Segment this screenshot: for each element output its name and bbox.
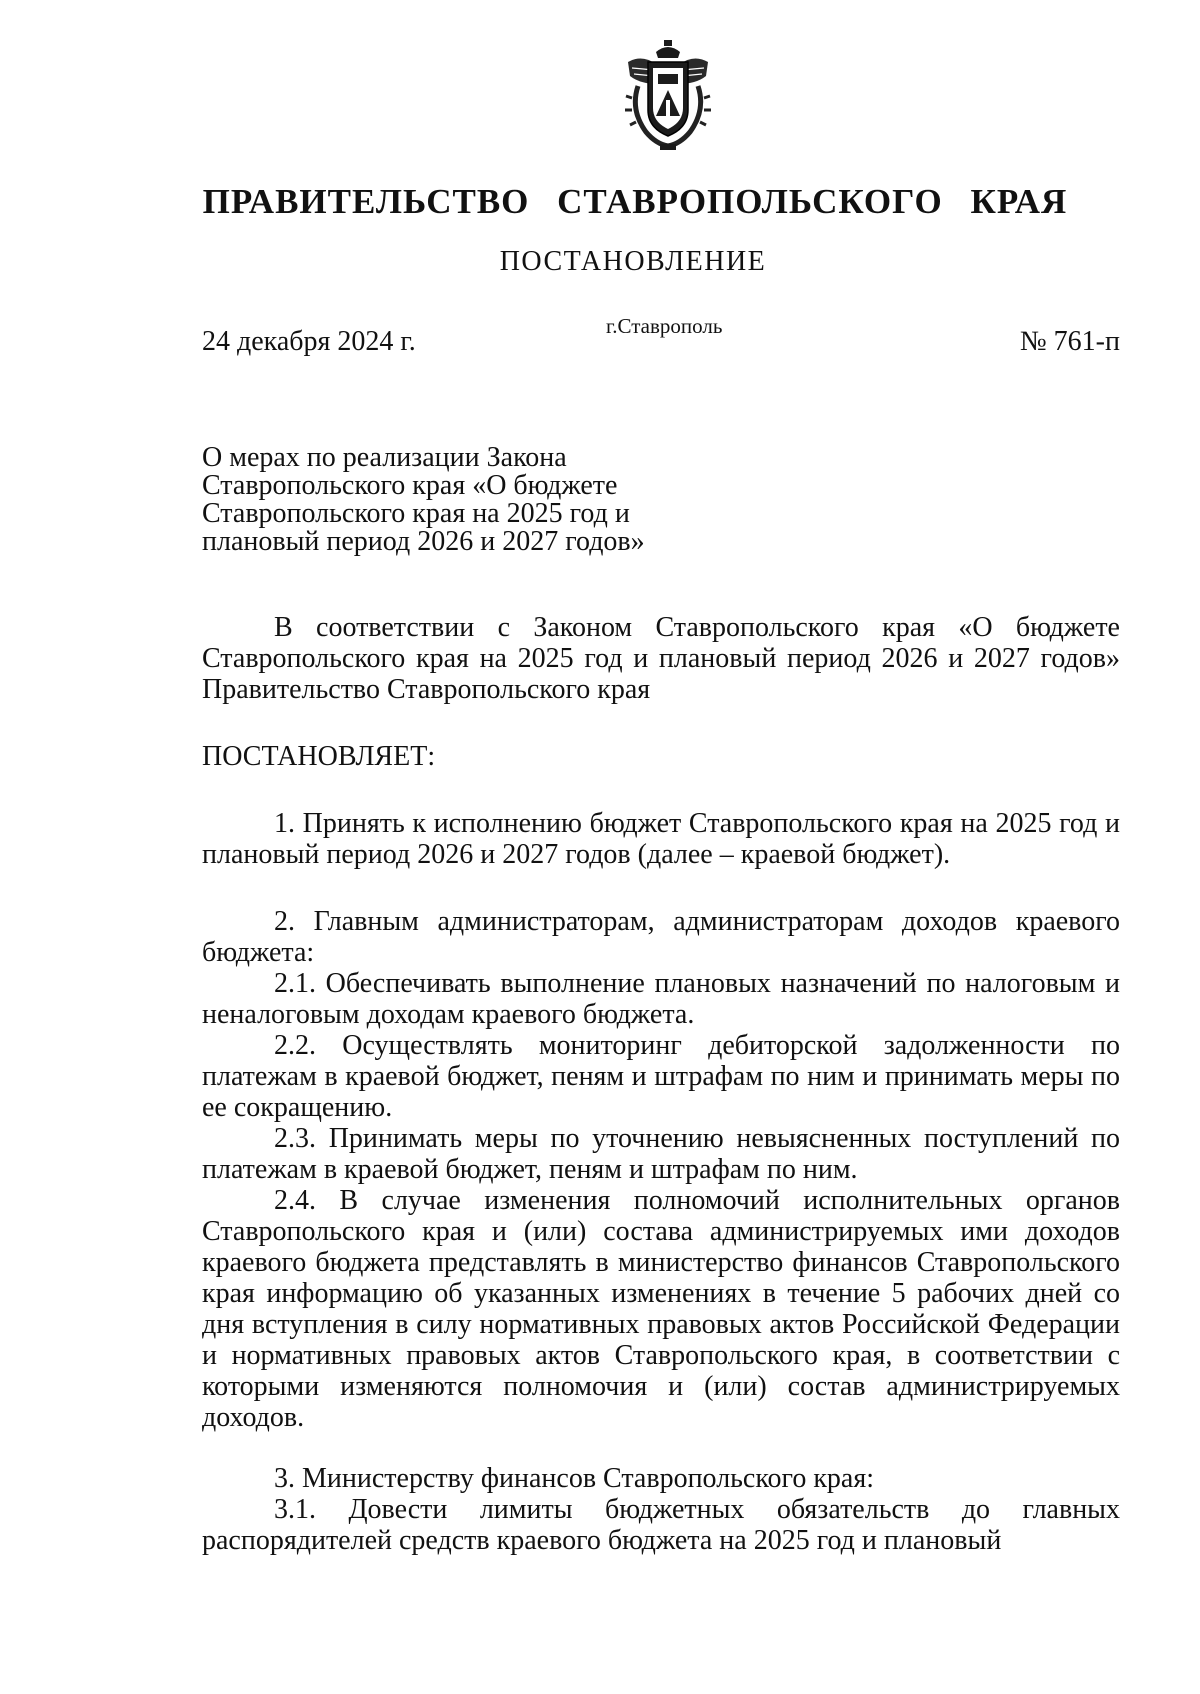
item-2-3-paragraph: 2.3. Принимать меры по уточнению невыясненных поступлений по платежам в краевой бюджет, пеням и штрафам по ним. — [202, 1123, 1120, 1185]
document-city: г.Ставрополь — [606, 314, 723, 338]
government-title: ПРАВИТЕЛЬСТВО СТАВРОПОЛЬСКОГО КРАЯ — [202, 182, 1068, 221]
subject-line: Ставропольского края на 2025 год и — [202, 498, 630, 529]
subject-line: Ставропольского края «О бюджете — [202, 470, 618, 501]
item-2-1-paragraph: 2.1. Обеспечивать выполнение плановых назначений по налоговым и неналоговым доходам краевого бюджета. — [202, 968, 1120, 1030]
item-2-paragraph: 2. Главным администраторам, администраторам доходов краевого бюджета: — [202, 906, 1120, 968]
document-body — [202, 612, 1120, 1556]
document-subject — [202, 444, 722, 556]
item-1-paragraph: 1. Принять к исполнению бюджет Ставропольского края на 2025 год и плановый период 2026 и 2027 годов (далее – краевой бюджет). — [202, 808, 1120, 870]
document-date: 24 декабря 2024 г. — [202, 326, 416, 357]
resolves-heading: ПОСТАНОВЛЯЕТ: — [202, 741, 436, 772]
item-3-1-paragraph: 3.1. Довести лимиты бюджетных обязательств до главных распорядителей средств краевого бюджета на 2025 год и плановый — [202, 1494, 1120, 1556]
item-2-2-paragraph: 2.2. Осуществлять мониторинг дебиторской задолженности по платежам в краевой бюджет, пеням и штрафам по ним и принимать меры по ее сокращению. — [202, 1030, 1120, 1123]
coat-of-arms-icon — [620, 40, 716, 152]
subject-line: плановый период 2026 и 2027 годов» — [202, 526, 645, 557]
subject-line: О мерах по реализации Закона — [202, 442, 567, 473]
item-3-paragraph: 3. Министерству финансов Ставропольского края: — [274, 1463, 875, 1494]
document-number: № 761-п — [1019, 326, 1120, 357]
preamble-paragraph: В соответствии с Законом Ставропольского края «О бюджете Ставропольского края на 2025 год и плановый период 2026 и 2027 годов» Правительство Ставропольского края — [202, 612, 1120, 705]
item-2-4-paragraph: 2.4. В случае изменения полномочий исполнительных органов Ставропольского края и (или) состава администрируемых ими доходов краевого бюджета представлять в министерство финансов Ставропольского края информацию об указанных изменениях в течение 5 рабочих дней со дня вступления в силу нормативных правовых актов Российской Федерации и нормативных правовых актов Ставропольского края, в соответствии с которыми изменяются полномочия и (или) состав администрируемых доходов. — [202, 1185, 1120, 1433]
document-type: ПОСТАНОВЛЕНИЕ — [499, 246, 767, 277]
